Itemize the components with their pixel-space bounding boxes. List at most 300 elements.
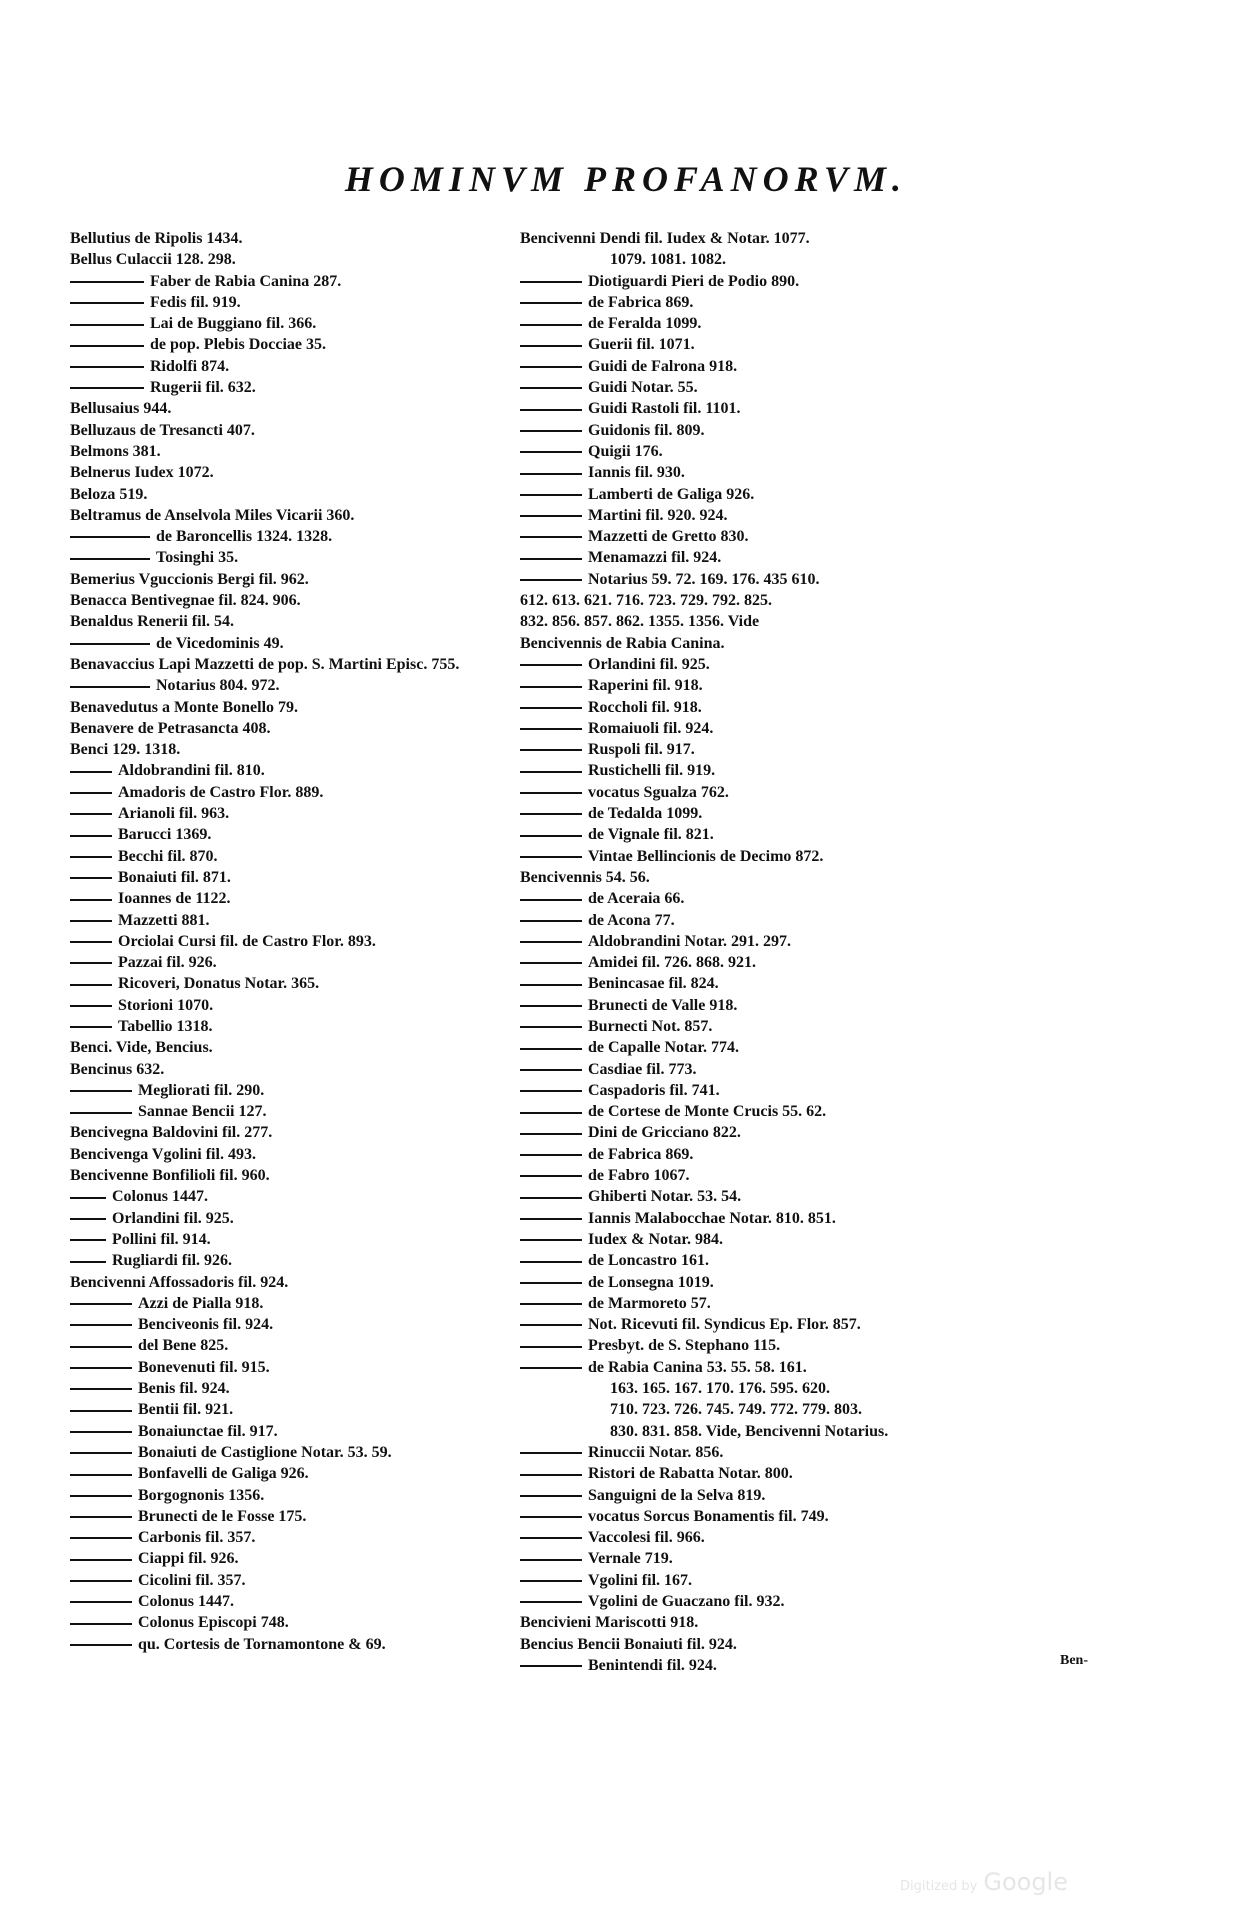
index-entry <box>520 1314 960 1335</box>
index-entry <box>520 1612 960 1633</box>
index-column-left <box>70 228 510 1655</box>
ditto-dash <box>520 1324 582 1326</box>
ditto-dash <box>70 1644 132 1646</box>
index-entry <box>70 526 510 547</box>
index-entry <box>70 1080 510 1101</box>
ditto-dash <box>70 366 144 368</box>
index-entry <box>70 249 510 270</box>
index-entry <box>70 675 510 696</box>
index-entry <box>520 611 960 632</box>
entry-text: de Fabrica 869. <box>588 293 694 311</box>
entry-text: Bencius Bencii Bonaiuti fil. 924. <box>520 1635 737 1653</box>
entry-text: Roccholi fil. 918. <box>588 698 702 716</box>
digitization-watermark <box>900 1868 1068 1896</box>
index-entry <box>520 1442 960 1463</box>
entry-text: de Feralda 1099. <box>588 315 702 333</box>
entry-text: de Lonsegna 1019. <box>588 1273 714 1291</box>
index-entry <box>70 739 510 760</box>
index-entry <box>70 1335 510 1356</box>
index-entry <box>70 1208 510 1229</box>
ditto-dash <box>70 877 112 879</box>
ditto-dash <box>520 302 582 304</box>
ditto-dash <box>520 1069 582 1071</box>
index-entry <box>520 1293 960 1314</box>
ditto-dash <box>70 1431 132 1433</box>
index-entry <box>520 420 960 441</box>
index-entry <box>70 1421 510 1442</box>
entry-text: de Tedalda 1099. <box>588 805 703 823</box>
entry-text: Belluzaus de Tresancti 407. <box>70 421 255 439</box>
entry-text: Becchi fil. 870. <box>118 847 218 865</box>
index-entry <box>520 1059 960 1080</box>
entry-text: Iannis fil. 930. <box>588 464 685 482</box>
index-entry <box>70 931 510 952</box>
ditto-dash <box>520 324 582 326</box>
entry-text: Beloza 519. <box>70 485 148 503</box>
index-entry <box>520 1335 960 1356</box>
entry-text: Megliorati fil. 290. <box>138 1081 265 1099</box>
index-entry <box>70 1059 510 1080</box>
ditto-dash <box>70 1623 132 1625</box>
entry-text: Colonus Episcopi 748. <box>138 1614 289 1632</box>
entry-text: Ioannes de 1122. <box>118 890 231 908</box>
entry-text: Tabellio 1318. <box>118 1017 213 1035</box>
index-entry <box>520 292 960 313</box>
entry-text: Tosinghi 35. <box>156 549 239 567</box>
ditto-dash <box>70 1324 132 1326</box>
index-entry <box>70 569 510 590</box>
index-entry <box>520 249 960 270</box>
entry-text: Bonaiuti fil. 871. <box>118 868 231 886</box>
index-entry <box>520 1506 960 1527</box>
entry-text: Iudex & Notar. 984. <box>588 1230 723 1248</box>
index-entry <box>70 505 510 526</box>
entry-text: Bencinus 632. <box>70 1060 165 1078</box>
index-entry <box>520 1144 960 1165</box>
entry-text: Amidei fil. 726. 868. 921. <box>588 954 756 972</box>
ditto-dash <box>520 899 582 901</box>
entry-text: del Bene 825. <box>138 1337 229 1355</box>
ditto-dash <box>520 345 582 347</box>
ditto-dash <box>520 515 582 517</box>
index-entry <box>70 718 510 739</box>
index-entry <box>70 1314 510 1335</box>
entry-text: de Aceraia 66. <box>588 890 685 908</box>
index-entry <box>520 1378 960 1399</box>
ditto-dash <box>520 1495 582 1497</box>
entry-text: 710. 723. 726. 745. 749. 772. 779. 803. <box>610 1401 862 1419</box>
entry-text: de Marmoreto 57. <box>588 1294 711 1312</box>
index-entry <box>520 1548 960 1569</box>
index-entry <box>520 484 960 505</box>
entry-text: Mazzetti de Gretto 830. <box>588 528 749 546</box>
entry-text: Bellus Culaccii 128. 298. <box>70 251 236 269</box>
entry-text: Pollini fil. 914. <box>112 1230 211 1248</box>
ditto-dash <box>70 1410 132 1412</box>
entry-text: Rustichelli fil. 919. <box>588 762 716 780</box>
ditto-dash <box>70 1239 106 1241</box>
entry-text: Ricoveri, Donatus Notar. 365. <box>118 975 320 993</box>
index-entry <box>520 1272 960 1293</box>
entry-text: Bencivenni Dendi fil. Iudex & Notar. 1077. <box>520 230 810 247</box>
ditto-dash <box>520 494 582 496</box>
catchword: Ben- <box>1060 1653 1088 1668</box>
index-entry <box>520 356 960 377</box>
entry-text: Bencivieni Mariscotti 918. <box>520 1614 699 1632</box>
entry-text: Dini de Gricciano 822. <box>588 1124 741 1142</box>
entry-text: de Vignale fil. 821. <box>588 826 714 844</box>
index-entry <box>520 1399 960 1420</box>
entry-text: Benavaccius Lapi Mazzetti de pop. S. Martini Episc. 755. <box>70 655 460 673</box>
index-entry <box>520 803 960 824</box>
index-entry <box>520 654 960 675</box>
entry-text: 612. 613. 621. 716. 723. 729. 792. 825. <box>520 592 772 610</box>
ditto-dash <box>70 792 112 794</box>
index-entry <box>70 1101 510 1122</box>
ditto-dash <box>70 302 144 304</box>
index-entry <box>70 484 510 505</box>
ditto-dash <box>520 1601 582 1603</box>
index-entry <box>520 888 960 909</box>
entry-text: Benacca Bentivegnae fil. 824. 906. <box>70 592 301 610</box>
ditto-dash <box>70 387 144 389</box>
index-entry <box>70 782 510 803</box>
entry-text: Quigii 176. <box>588 442 663 460</box>
entry-text: Bonevenuti fil. 915. <box>138 1358 270 1376</box>
index-entry <box>520 377 960 398</box>
index-entry <box>520 931 960 952</box>
index-entry <box>70 1144 510 1165</box>
entry-text: Guerii fil. 1071. <box>588 336 695 354</box>
entry-text: Colonus 1447. <box>138 1593 235 1610</box>
index-entry <box>70 462 510 483</box>
entry-text: Orciolai Cursi fil. de Castro Flor. 893. <box>118 932 376 950</box>
index-entry <box>70 1548 510 1569</box>
entry-text: Storioni 1070. <box>118 996 214 1014</box>
entry-text: Raperini fil. 918. <box>588 677 703 695</box>
ditto-dash <box>520 984 582 986</box>
index-entry <box>70 1293 510 1314</box>
ditto-dash <box>520 1282 582 1284</box>
ditto-dash <box>520 1516 582 1518</box>
index-entry <box>70 271 510 292</box>
ditto-dash <box>70 558 150 560</box>
entry-text: de Cortese de Monte Crucis 55. 62. <box>588 1103 827 1121</box>
index-entry <box>70 1272 510 1293</box>
index-entry <box>520 1421 960 1442</box>
ditto-dash <box>520 792 582 794</box>
index-entry <box>520 313 960 334</box>
entry-text: Vgolini fil. 167. <box>588 1571 693 1589</box>
index-entry <box>520 824 960 845</box>
index-entry <box>70 441 510 462</box>
entry-text: Guidi Notar. 55. <box>588 379 698 397</box>
index-entry <box>520 782 960 803</box>
index-entry <box>70 867 510 888</box>
ditto-dash <box>70 1090 132 1092</box>
index-entry <box>70 910 510 931</box>
ditto-dash <box>520 728 582 730</box>
ditto-dash <box>520 1367 582 1369</box>
ditto-dash <box>520 579 582 581</box>
index-entry <box>70 633 510 654</box>
ditto-dash <box>520 473 582 475</box>
entry-text: Bellusaius 944. <box>70 400 172 418</box>
index-entry <box>520 505 960 526</box>
entry-text: Barucci 1369. <box>118 826 212 844</box>
index-entry <box>70 1016 510 1037</box>
entry-text: Belmons 381. <box>70 442 161 460</box>
ditto-dash <box>520 1175 582 1177</box>
index-entry <box>70 334 510 355</box>
entry-text: Lai de Buggiano fil. 366. <box>150 315 317 333</box>
entry-text: 832. 856. 857. 862. 1355. 1356. Vide <box>520 613 760 631</box>
entry-text: Bellutius de Ripolis 1434. <box>70 230 243 247</box>
ditto-dash <box>70 1218 106 1220</box>
entry-text: Bonaiunctae fil. 917. <box>138 1422 278 1440</box>
entry-text: Orlandini fil. 925. <box>588 655 710 673</box>
entry-text: Amadoris de Castro Flor. 889. <box>118 783 324 801</box>
ditto-dash <box>70 835 112 837</box>
entry-text: Bencivenni Affossadoris fil. 924. <box>70 1273 289 1291</box>
ditto-dash <box>520 1665 582 1667</box>
ditto-dash <box>70 1516 132 1518</box>
entry-text: de pop. Plebis Docciae 35. <box>150 336 326 354</box>
entry-text: Benintendi fil. 924. <box>588 1656 717 1674</box>
index-entry <box>70 356 510 377</box>
entry-text: Colonus 1447. <box>112 1188 209 1206</box>
entry-text: de Capalle Notar. 774. <box>588 1039 739 1057</box>
index-entry <box>520 1463 960 1484</box>
index-entry <box>520 271 960 292</box>
index-entry <box>520 675 960 696</box>
entry-text: Benavere de Petrasancta 408. <box>70 719 271 737</box>
index-entry <box>70 995 510 1016</box>
entry-text: Not. Ricevuti fil. Syndicus Ep. Flor. 857. <box>588 1316 861 1334</box>
ditto-dash <box>520 664 582 666</box>
entry-text: Aldobrandini fil. 810. <box>118 762 265 780</box>
watermark-prefix: Digitized by <box>900 1879 978 1894</box>
index-entry <box>70 1485 510 1506</box>
ditto-dash <box>520 1218 582 1220</box>
ditto-dash <box>70 1005 112 1007</box>
index-entry <box>520 1250 960 1271</box>
ditto-dash <box>70 281 144 283</box>
entry-text: Fedis fil. 919. <box>150 293 241 311</box>
index-entry <box>70 1399 510 1420</box>
index-column-right <box>520 228 960 1676</box>
ditto-dash <box>520 1239 582 1241</box>
entry-text: Benis fil. 924. <box>138 1380 230 1398</box>
entry-text: Bencivegna Baldovini fil. 277. <box>70 1124 273 1142</box>
ditto-dash <box>70 1495 132 1497</box>
index-entry <box>520 697 960 718</box>
entry-text: Orlandini fil. 925. <box>112 1209 234 1227</box>
entry-text: Vernale 719. <box>588 1550 673 1568</box>
page-title: HOMINVM PROFANORVM. <box>344 159 908 199</box>
index-entry <box>520 1208 960 1229</box>
index-entry <box>520 1655 960 1676</box>
index-entry <box>70 228 510 249</box>
index-entry <box>520 995 960 1016</box>
entry-text: Notarius 804. 972. <box>156 677 280 695</box>
entry-text: Arianoli fil. 963. <box>118 805 230 823</box>
index-entry <box>70 1570 510 1591</box>
index-entry <box>520 1570 960 1591</box>
ditto-dash <box>70 1112 132 1114</box>
entry-text: de Loncastro 161. <box>588 1252 710 1270</box>
index-entry <box>520 1037 960 1058</box>
entry-text: Guidi Rastoli fil. 1101. <box>588 400 741 418</box>
index-entry <box>520 846 960 867</box>
entry-text: qu. Cortesis de Tornamontone & 69. <box>138 1635 386 1653</box>
ditto-dash <box>520 1346 582 1348</box>
entry-text: de Rabia Canina 53. 55. 58. 161. <box>588 1358 807 1376</box>
entry-text: de Baroncellis 1324. 1328. <box>156 528 333 546</box>
index-entry <box>520 398 960 419</box>
entry-text: Notarius 59. 72. 169. 176. 435 610. <box>588 570 820 588</box>
entry-text: Guidonis fil. 809. <box>588 421 705 439</box>
index-entry <box>520 441 960 462</box>
index-entry <box>520 1229 960 1250</box>
entry-text: Vintae Bellincionis de Decimo 872. <box>588 847 824 865</box>
index-entry <box>520 1101 960 1122</box>
index-entry <box>520 1080 960 1101</box>
ditto-dash <box>70 643 150 645</box>
index-entry <box>70 611 510 632</box>
ditto-dash <box>70 1388 132 1390</box>
entry-text: Guidi de Falrona 918. <box>588 357 738 375</box>
ditto-dash <box>70 1537 132 1539</box>
ditto-dash <box>70 1303 132 1305</box>
ditto-dash <box>70 1474 132 1476</box>
entry-text: Ristori de Rabatta Notar. 800. <box>588 1465 793 1483</box>
index-entry <box>70 888 510 909</box>
ditto-dash <box>70 962 112 964</box>
index-entry <box>70 313 510 334</box>
watermark-brand: Google <box>983 1868 1068 1896</box>
ditto-dash <box>520 813 582 815</box>
ditto-dash <box>520 920 582 922</box>
entry-text: Benincasae fil. 824. <box>588 975 719 993</box>
index-entry <box>520 1591 960 1612</box>
entry-text: Ciappi fil. 926. <box>138 1550 239 1568</box>
index-entry <box>70 377 510 398</box>
index-entry <box>70 1591 510 1612</box>
index-entry <box>70 952 510 973</box>
entry-text: 830. 831. 858. Vide, Bencivenni Notarius. <box>610 1422 889 1440</box>
index-entry <box>520 718 960 739</box>
index-entry <box>520 1016 960 1037</box>
entry-text: Brunecti de le Fosse 175. <box>138 1507 307 1525</box>
index-entry <box>520 462 960 483</box>
entry-text: Diotiguardi Pieri de Podio 890. <box>588 272 800 290</box>
index-entry <box>520 590 960 611</box>
entry-text: Bencivenga Vgolini fil. 493. <box>70 1145 256 1163</box>
ditto-dash <box>520 835 582 837</box>
ditto-dash <box>70 1580 132 1582</box>
index-entry <box>70 1037 510 1058</box>
ditto-dash <box>70 771 112 773</box>
ditto-dash <box>520 451 582 453</box>
ditto-dash <box>520 558 582 560</box>
index-entry <box>70 398 510 419</box>
entry-text: Azzi de Pialla 918. <box>138 1294 264 1312</box>
entry-text: Rugliardi fil. 926. <box>112 1252 233 1270</box>
index-entry <box>520 526 960 547</box>
index-entry <box>70 1165 510 1186</box>
entry-text: Lamberti de Galiga 926. <box>588 485 755 503</box>
entry-text: Romaiuoli fil. 924. <box>588 719 714 737</box>
index-entry <box>70 1378 510 1399</box>
entry-text: Vgolini de Guaczano fil. 932. <box>588 1593 785 1610</box>
ditto-dash <box>520 1112 582 1114</box>
entry-text: Benciveonis fil. 924. <box>138 1316 274 1334</box>
ditto-dash <box>520 1303 582 1305</box>
ditto-dash <box>70 984 112 986</box>
index-entry <box>520 1485 960 1506</box>
entry-text: Vaccolesi fil. 966. <box>588 1529 705 1547</box>
ditto-dash <box>70 686 150 688</box>
ditto-dash <box>520 409 582 411</box>
entry-text: Aldobrandini Notar. 291. 297. <box>588 932 791 950</box>
ditto-dash <box>520 536 582 538</box>
entry-text: Benci 129. 1318. <box>70 741 181 759</box>
ditto-dash <box>520 962 582 964</box>
ditto-dash <box>520 430 582 432</box>
ditto-dash <box>520 387 582 389</box>
ditto-dash <box>520 1474 582 1476</box>
entry-text: vocatus Sorcus Bonamentis fil. 749. <box>588 1507 829 1525</box>
ditto-dash <box>520 1452 582 1454</box>
ditto-dash <box>70 1346 132 1348</box>
entry-text: Benavedutus a Monte Bonello 79. <box>70 698 299 716</box>
index-entry <box>70 973 510 994</box>
ditto-dash <box>70 813 112 815</box>
ditto-dash <box>520 281 582 283</box>
ditto-dash <box>520 707 582 709</box>
index-entry <box>70 760 510 781</box>
ditto-dash <box>70 324 144 326</box>
entry-text: Benaldus Renerii fil. 54. <box>70 613 235 631</box>
entry-text: Burnecti Not. 857. <box>588 1017 713 1035</box>
index-entry <box>70 1357 510 1378</box>
index-entry <box>520 867 960 888</box>
entry-text: vocatus Sgualza 762. <box>588 783 729 801</box>
index-entry <box>70 420 510 441</box>
ditto-dash <box>70 1452 132 1454</box>
ditto-dash <box>70 536 150 538</box>
index-entry <box>70 1229 510 1250</box>
index-entry <box>70 697 510 718</box>
ditto-dash <box>70 920 112 922</box>
index-entry <box>70 547 510 568</box>
index-entry <box>70 824 510 845</box>
entry-text: Bonaiuti de Castiglione Notar. 53. 59. <box>138 1443 392 1461</box>
entry-text: de Fabrica 869. <box>588 1145 694 1163</box>
index-entry <box>70 846 510 867</box>
entry-text: Mazzetti 881. <box>118 911 210 929</box>
ditto-dash <box>70 1601 132 1603</box>
entry-text: Bonfavelli de Galiga 926. <box>138 1465 309 1483</box>
index-entry <box>520 760 960 781</box>
entry-text: Menamazzi fil. 924. <box>588 549 722 567</box>
ditto-dash <box>520 856 582 858</box>
entry-text: de Fabro 1067. <box>588 1167 690 1185</box>
entry-text: 1079. 1081. 1082. <box>610 251 726 269</box>
entry-text: Benci. Vide, Bencius. <box>70 1039 213 1057</box>
entry-text: Faber de Rabia Canina 287. <box>150 272 342 290</box>
